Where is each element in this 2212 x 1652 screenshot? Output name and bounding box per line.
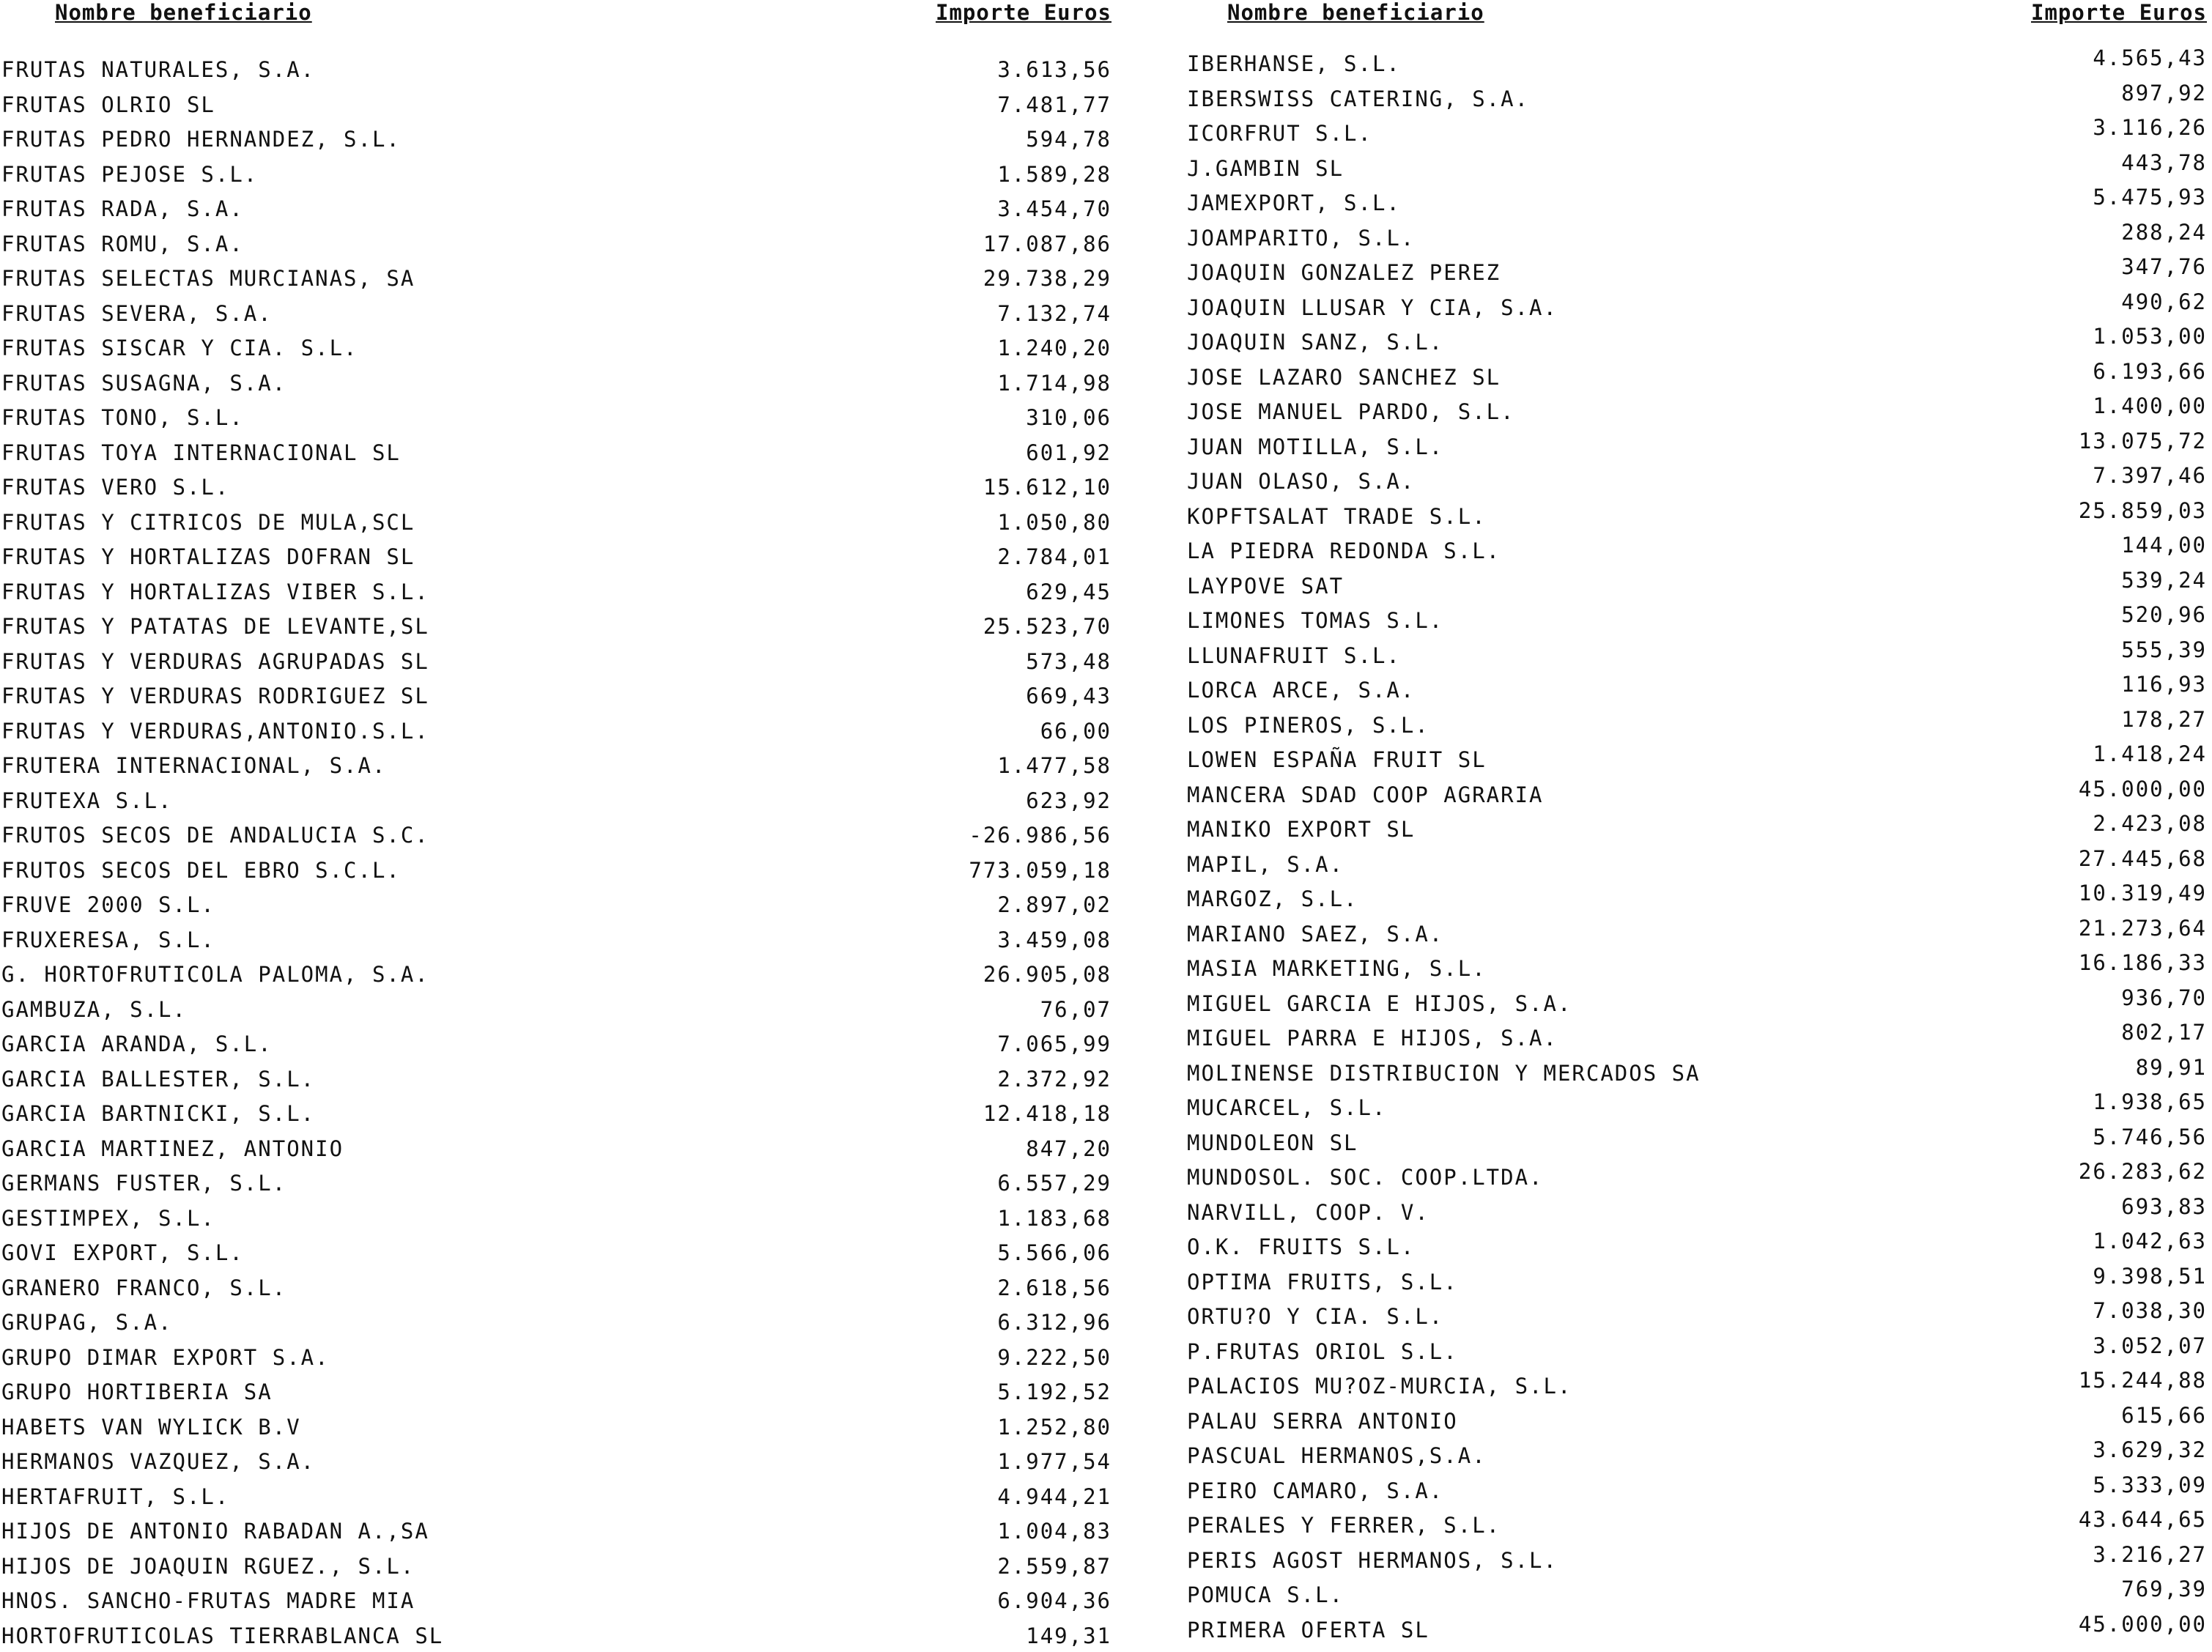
- beneficiary-row: [1187, 1333, 2209, 1368]
- beneficiary-amount: 1.042,63: [2093, 1229, 2207, 1253]
- beneficiary-name: GARCIA MARTINEZ, ANTONIO: [1, 1136, 344, 1161]
- beneficiary-name: PRIMERA OFERTA SL: [1187, 1618, 1429, 1642]
- beneficiary-name: FRUTAS PEJOSE S.L.: [1, 162, 258, 187]
- beneficiary-row: [1187, 846, 2209, 881]
- beneficiary-name: LORCA ARCE, S.A.: [1187, 678, 1415, 703]
- beneficiary-name: GRANERO FRANCO, S.L.: [1, 1275, 286, 1300]
- beneficiary-row: [1187, 45, 2209, 81]
- beneficiary-name: JUAN MOTILLA, S.L.: [1187, 434, 1443, 459]
- beneficiary-name: LAYPOVE SAT: [1187, 574, 1344, 599]
- beneficiary-row: [1187, 220, 2209, 255]
- amount-column-header: Importe Euros: [936, 0, 1111, 25]
- beneficiary-row: [0, 330, 1114, 365]
- beneficiary-amount: 15.612,10: [983, 475, 1111, 500]
- beneficiary-name: PEIRO CAMARO, S.A.: [1187, 1478, 1443, 1503]
- beneficiary-amount: 1.938,65: [2093, 1089, 2207, 1114]
- beneficiary-amount: 25.523,70: [983, 614, 1111, 639]
- name-column-header: Nombre beneficiario: [55, 0, 312, 25]
- beneficiary-amount: 7.038,30: [2093, 1298, 2207, 1323]
- beneficiary-amount: 2.423,08: [2093, 811, 2207, 836]
- beneficiary-name: FRUVE 2000 S.L.: [1, 892, 215, 917]
- beneficiary-amount: 1.418,24: [2093, 741, 2207, 766]
- beneficiary-row: [1187, 359, 2209, 394]
- beneficiary-amount: 3.459,08: [997, 927, 1111, 952]
- beneficiary-row: [1187, 1125, 2209, 1160]
- beneficiary-name: PALACIOS MU?OZ-MURCIA, S.L.: [1187, 1374, 1572, 1399]
- beneficiary-amount: 3.052,07: [2093, 1333, 2207, 1358]
- beneficiary-row: [0, 121, 1114, 156]
- beneficiary-name: HIJOS DE ANTONIO RABADAN A.,SA: [1, 1519, 429, 1544]
- beneficiary-amount: 4.944,21: [997, 1484, 1111, 1509]
- beneficiary-row: [0, 1061, 1114, 1096]
- beneficiary-name: FRUTEXA S.L.: [1, 788, 173, 813]
- beneficiary-name: GRUPAG, S.A.: [1, 1310, 173, 1335]
- beneficiary-amount: 21.273,64: [2079, 916, 2207, 941]
- beneficiary-name: OPTIMA FRUITS, S.L.: [1187, 1270, 1458, 1294]
- beneficiary-name: GERMANS FUSTER, S.L.: [1, 1171, 286, 1196]
- beneficiary-name: GOVI EXPORT, S.L.: [1, 1240, 244, 1265]
- beneficiary-name: LIMONES TOMAS S.L.: [1187, 608, 1443, 633]
- beneficiary-name: FRUTOS SECOS DEL EBRO S.C.L.: [1, 858, 401, 883]
- beneficiary-amount: 1.183,68: [997, 1206, 1111, 1231]
- beneficiary-row: [0, 1478, 1114, 1514]
- right-header-row: [1187, 0, 2209, 29]
- beneficiary-name: MANIKO EXPORT SL: [1187, 817, 1415, 842]
- beneficiary-amount: 773.059,18: [969, 858, 1111, 883]
- beneficiary-amount: 45.000,00: [2079, 777, 2207, 801]
- beneficiary-row: [0, 504, 1114, 539]
- beneficiary-row: [0, 365, 1114, 400]
- beneficiary-amount: 5.192,52: [997, 1379, 1111, 1404]
- beneficiary-amount: 6.904,36: [997, 1588, 1111, 1613]
- beneficiary-amount: 623,92: [1026, 788, 1111, 813]
- beneficiary-amount: 2.784,01: [997, 544, 1111, 569]
- beneficiary-row: [1187, 1298, 2209, 1333]
- beneficiary-row: [0, 190, 1114, 226]
- beneficiary-name: FRUTAS TONO, S.L.: [1, 405, 244, 430]
- beneficiary-name: FRUTAS SISCAR Y CIA. S.L.: [1, 336, 358, 360]
- beneficiary-row: [1187, 393, 2209, 429]
- beneficiary-row: [1187, 707, 2209, 742]
- beneficiary-amount: 45.000,00: [2079, 1612, 2207, 1637]
- beneficiary-amount: 13.075,72: [2079, 429, 2207, 453]
- beneficiary-row: [0, 226, 1114, 261]
- beneficiary-name: PERIS AGOST HERMANOS, S.L.: [1187, 1548, 1558, 1573]
- beneficiary-name: FRUTAS RADA, S.A.: [1, 196, 244, 221]
- beneficiary-amount: 17.087,86: [983, 231, 1111, 256]
- beneficiary-amount: 5.746,56: [2093, 1125, 2207, 1149]
- beneficiary-row: [0, 1095, 1114, 1130]
- beneficiary-amount: 7.397,46: [2093, 463, 2207, 488]
- beneficiary-name: PERALES Y FERRER, S.L.: [1187, 1513, 1501, 1538]
- beneficiary-name: FRUTAS ROMU, S.A.: [1, 231, 244, 256]
- beneficiary-amount: 1.977,54: [997, 1449, 1111, 1474]
- beneficiary-row: [0, 1618, 1114, 1652]
- beneficiary-amount: 26.283,62: [2079, 1159, 2207, 1184]
- beneficiary-name: MUCARCEL, S.L.: [1187, 1095, 1386, 1120]
- beneficiary-amount: 3.613,56: [997, 57, 1111, 82]
- beneficiary-name: FRUTAS Y VERDURAS AGRUPADAS SL: [1, 649, 429, 674]
- beneficiary-amount: 6.193,66: [2093, 359, 2207, 384]
- beneficiary-name: FRUTAS Y HORTALIZAS DOFRAN SL: [1, 544, 415, 569]
- beneficiary-amount: 10.319,49: [2079, 881, 2207, 905]
- beneficiary-amount: 2.372,92: [997, 1067, 1111, 1092]
- beneficiary-amount: 2.559,87: [997, 1554, 1111, 1579]
- beneficiary-row: [0, 817, 1114, 852]
- beneficiary-name: LOS PINEROS, S.L.: [1187, 713, 1429, 738]
- beneficiary-name: HNOS. SANCHO-FRUTAS MADRE MIA: [1, 1588, 415, 1613]
- left-header-row: [0, 0, 1114, 29]
- beneficiary-amount: 26.905,08: [983, 962, 1111, 987]
- beneficiary-name: HERMANOS VAZQUEZ, S.A.: [1, 1449, 315, 1474]
- beneficiary-name: FRUTAS Y PATATAS DE LEVANTE,SL: [1, 614, 429, 639]
- beneficiary-amount: 7.132,74: [997, 301, 1111, 326]
- beneficiary-name: GRUPO DIMAR EXPORT S.A.: [1, 1345, 330, 1370]
- beneficiary-row: [0, 574, 1114, 609]
- beneficiary-amount: 4.565,43: [2093, 45, 2207, 70]
- beneficiary-row: [1187, 602, 2209, 637]
- beneficiary-amount: 1.400,00: [2093, 393, 2207, 418]
- beneficiary-amount: 555,39: [2121, 637, 2207, 662]
- beneficiary-amount: 573,48: [1026, 649, 1111, 674]
- beneficiary-row: [1187, 533, 2209, 568]
- amount-column-header: Importe Euros: [2031, 0, 2207, 25]
- beneficiary-name: GARCIA BALLESTER, S.L.: [1, 1067, 315, 1092]
- beneficiary-amount: 693,83: [2121, 1194, 2207, 1219]
- beneficiary-amount: 25.859,03: [2079, 498, 2207, 523]
- beneficiary-row: [0, 469, 1114, 504]
- beneficiary-amount: 490,62: [2121, 289, 2207, 314]
- beneficiary-name: IBERHANSE, S.L.: [1187, 51, 1401, 76]
- beneficiary-row: [0, 1270, 1114, 1305]
- beneficiary-name: HABETS VAN WYLICK B.V: [1, 1415, 301, 1440]
- beneficiary-amount: 144,00: [2121, 533, 2207, 558]
- beneficiary-row: [1187, 777, 2209, 812]
- beneficiary-amount: 5.475,93: [2093, 185, 2207, 210]
- beneficiary-amount: 669,43: [1026, 684, 1111, 708]
- beneficiary-name: IBERSWISS CATERING, S.A.: [1187, 86, 1529, 111]
- beneficiary-row: [0, 1130, 1114, 1166]
- beneficiary-amount: 601,92: [1026, 440, 1111, 465]
- beneficiary-row: [0, 1409, 1114, 1444]
- beneficiary-row: [1187, 881, 2209, 916]
- beneficiary-row: [1187, 429, 2209, 464]
- beneficiary-amount: 149,31: [1026, 1623, 1111, 1648]
- beneficiary-name: O.K. FRUITS S.L.: [1187, 1234, 1415, 1259]
- beneficiary-row: [0, 1026, 1114, 1061]
- beneficiary-name: PASCUAL HERMANOS,S.A.: [1187, 1443, 1487, 1468]
- beneficiary-row: [1187, 1089, 2209, 1125]
- beneficiary-row: [0, 886, 1114, 922]
- beneficiary-name: NARVILL, COOP. V.: [1187, 1200, 1429, 1225]
- beneficiary-amount: 5.566,06: [997, 1240, 1111, 1265]
- beneficiary-row: [1187, 254, 2209, 289]
- beneficiary-name: FRUTAS SELECTAS MURCIANAS, SA: [1, 266, 415, 291]
- beneficiary-row: [1187, 81, 2209, 116]
- beneficiary-name: JOAQUIN SANZ, S.L.: [1187, 330, 1443, 355]
- beneficiary-name: GRUPO HORTIBERIA SA: [1, 1379, 273, 1404]
- beneficiary-row: [1187, 672, 2209, 707]
- name-column-header: Nombre beneficiario: [1227, 0, 1484, 25]
- beneficiary-name: MIGUEL PARRA E HIJOS, S.A.: [1187, 1026, 1558, 1051]
- beneficiary-row: [1187, 1403, 2209, 1438]
- beneficiary-row: [0, 1339, 1114, 1374]
- beneficiary-row: [1187, 985, 2209, 1021]
- beneficiary-name: FRUTAS Y VERDURAS RODRIGUEZ SL: [1, 684, 429, 708]
- beneficiary-row: [0, 608, 1114, 643]
- beneficiary-amount: 9.222,50: [997, 1345, 1111, 1370]
- beneficiary-row: [0, 1304, 1114, 1339]
- beneficiary-row: [0, 678, 1114, 713]
- beneficiary-name: MUNDOSOL. SOC. COOP.LTDA.: [1187, 1165, 1544, 1190]
- beneficiary-name: FRUTERA INTERNACIONAL, S.A.: [1, 753, 386, 778]
- beneficiary-row: [1187, 1473, 2209, 1508]
- beneficiary-amount: 2.618,56: [997, 1275, 1111, 1300]
- beneficiary-name: MASIA MARKETING, S.L.: [1187, 956, 1487, 981]
- beneficiary-row: [1187, 1264, 2209, 1299]
- beneficiary-amount: 847,20: [1026, 1136, 1111, 1161]
- beneficiary-amount: 7.481,77: [997, 92, 1111, 117]
- beneficiary-name: KOPFTSALAT TRADE S.L.: [1187, 504, 1487, 529]
- beneficiary-row: [0, 991, 1114, 1026]
- beneficiary-amount: 43.644,65: [2079, 1507, 2207, 1532]
- beneficiary-name: HERTAFRUIT, S.L.: [1, 1484, 229, 1509]
- beneficiary-row: [0, 295, 1114, 330]
- beneficiary-amount: 178,27: [2121, 707, 2207, 732]
- beneficiary-name: FRUTAS Y CITRICOS DE MULA,SCL: [1, 510, 415, 535]
- beneficiary-name: JOSE MANUEL PARDO, S.L.: [1187, 399, 1515, 424]
- beneficiary-amount: 27.445,68: [2079, 846, 2207, 871]
- beneficiary-name: FRUTAS PEDRO HERNANDEZ, S.L.: [1, 127, 401, 152]
- beneficiary-name: FRUXERESA, S.L.: [1, 927, 215, 952]
- beneficiary-name: FRUTAS Y HORTALIZAS VIBER S.L.: [1, 579, 429, 604]
- beneficiary-row: [0, 1548, 1114, 1583]
- beneficiary-amount: 629,45: [1026, 579, 1111, 604]
- beneficiary-name: GARCIA BARTNICKI, S.L.: [1, 1101, 315, 1126]
- beneficiary-name: G. HORTOFRUTICOLA PALOMA, S.A.: [1, 962, 429, 987]
- beneficiary-amount: 1.714,98: [997, 371, 1111, 396]
- beneficiary-row: [1187, 185, 2209, 220]
- beneficiary-amount: 897,92: [2121, 81, 2207, 105]
- beneficiary-amount: 1.252,80: [997, 1415, 1111, 1440]
- beneficiary-row: [0, 1582, 1114, 1618]
- beneficiary-name: JOAQUIN LLUSAR Y CIA, S.A.: [1187, 295, 1558, 320]
- beneficiary-row: [1187, 916, 2209, 951]
- beneficiary-row: [1187, 741, 2209, 777]
- beneficiary-amount: 29.738,29: [983, 266, 1111, 291]
- beneficiary-row: [1187, 324, 2209, 359]
- beneficiary-name: LOWEN ESPAÑA FRUIT SL: [1187, 747, 1487, 772]
- beneficiary-row: [1187, 1542, 2209, 1577]
- beneficiary-name: P.FRUTAS ORIOL S.L.: [1187, 1339, 1458, 1364]
- beneficiary-row: [1187, 950, 2209, 985]
- beneficiary-name: FRUTAS NATURALES, S.A.: [1, 57, 315, 82]
- beneficiary-amount: 3.454,70: [997, 196, 1111, 221]
- beneficiary-name: JOAQUIN GONZALEZ PEREZ: [1187, 260, 1501, 285]
- beneficiary-row: [1187, 1159, 2209, 1194]
- beneficiary-row: [1187, 1194, 2209, 1229]
- beneficiary-name: ICORFRUT S.L.: [1187, 121, 1372, 146]
- beneficiary-row: [1187, 1577, 2209, 1612]
- beneficiary-name: FRUTOS SECOS DE ANDALUCIA S.C.: [1, 823, 429, 848]
- beneficiary-name: MAPIL, S.A.: [1187, 852, 1344, 877]
- beneficiary-amount: 12.418,18: [983, 1101, 1111, 1126]
- beneficiary-row: [1187, 1229, 2209, 1264]
- beneficiary-row: [0, 922, 1114, 957]
- beneficiary-row: [0, 1443, 1114, 1478]
- right-column: [1187, 0, 2209, 1646]
- beneficiary-row: [0, 713, 1114, 748]
- beneficiary-row: [1187, 463, 2209, 498]
- beneficiary-amount: 1.240,20: [997, 336, 1111, 360]
- beneficiary-row: [1187, 637, 2209, 673]
- beneficiary-amount: 16.186,33: [2079, 950, 2207, 975]
- beneficiary-name: HIJOS DE JOAQUIN RGUEZ., S.L.: [1, 1554, 415, 1579]
- beneficiary-amount: 443,78: [2121, 150, 2207, 175]
- beneficiary-row: [0, 156, 1114, 191]
- beneficiary-amount: 2.897,02: [997, 892, 1111, 917]
- beneficiary-amount: 6.312,96: [997, 1310, 1111, 1335]
- beneficiary-row: [0, 86, 1114, 122]
- beneficiary-amount: 6.557,29: [997, 1171, 1111, 1196]
- beneficiary-row: [0, 51, 1114, 86]
- beneficiary-name: JUAN OLASO, S.A.: [1187, 469, 1415, 494]
- beneficiary-row: [1187, 1507, 2209, 1542]
- beneficiary-name: MOLINENSE DISTRIBUCION Y MERCADOS SA: [1187, 1061, 1701, 1086]
- beneficiary-amount: 936,70: [2121, 985, 2207, 1010]
- beneficiary-amount: 3.216,27: [2093, 1542, 2207, 1567]
- beneficiary-amount: 66,00: [1040, 719, 1111, 744]
- beneficiary-row: [1187, 568, 2209, 603]
- beneficiary-name: GARCIA ARANDA, S.L.: [1, 1031, 273, 1056]
- beneficiary-row: [0, 956, 1114, 991]
- beneficiary-amount: 15.244,88: [2079, 1368, 2207, 1393]
- beneficiary-amount: 310,06: [1026, 405, 1111, 430]
- beneficiary-row: [0, 538, 1114, 574]
- beneficiary-row: [1187, 498, 2209, 533]
- beneficiary-amount: 347,76: [2121, 254, 2207, 279]
- beneficiary-name: FRUTAS VERO S.L.: [1, 475, 229, 500]
- beneficiary-amount: 288,24: [2121, 220, 2207, 245]
- beneficiary-row: [1187, 115, 2209, 150]
- beneficiary-amount: 116,93: [2121, 672, 2207, 697]
- beneficiary-amount: 76,07: [1040, 997, 1111, 1022]
- beneficiary-name: JOAMPARITO, S.L.: [1187, 226, 1415, 251]
- beneficiary-amount: 7.065,99: [997, 1031, 1111, 1056]
- beneficiary-amount: 9.398,51: [2093, 1264, 2207, 1289]
- beneficiary-row: [0, 1200, 1114, 1235]
- beneficiary-row: [0, 434, 1114, 470]
- beneficiary-amount: 520,96: [2121, 602, 2207, 627]
- beneficiary-row: [0, 1165, 1114, 1200]
- beneficiary-row: [0, 643, 1114, 678]
- beneficiary-name: MUNDOLEON SL: [1187, 1130, 1358, 1155]
- right-beneficiary-list: [1187, 45, 2209, 1646]
- beneficiary-name: PALAU SERRA ANTONIO: [1187, 1409, 1458, 1434]
- beneficiary-row: [1187, 289, 2209, 325]
- beneficiary-amount: 3.629,32: [2093, 1437, 2207, 1462]
- beneficiary-row: [0, 260, 1114, 295]
- left-beneficiary-list: [0, 51, 1114, 1652]
- beneficiary-amount: 1.004,83: [997, 1519, 1111, 1544]
- beneficiary-name: FRUTAS SEVERA, S.A.: [1, 301, 273, 326]
- beneficiary-amount: 3.116,26: [2093, 115, 2207, 140]
- beneficiary-amount: 594,78: [1026, 127, 1111, 152]
- beneficiary-name: FRUTAS Y VERDURAS,ANTONIO.S.L.: [1, 719, 429, 744]
- beneficiary-row: [1187, 811, 2209, 846]
- beneficiary-name: LLUNAFRUIT S.L.: [1187, 643, 1401, 668]
- beneficiary-name: JAMEXPORT, S.L.: [1187, 190, 1401, 215]
- beneficiary-name: GAMBUZA, S.L.: [1, 997, 187, 1022]
- beneficiary-row: [1187, 150, 2209, 185]
- beneficiary-name: HORTOFRUTICOLAS TIERRABLANCA SL: [1, 1623, 443, 1648]
- beneficiary-amount: 539,24: [2121, 568, 2207, 593]
- beneficiary-name: MIGUEL GARCIA E HIJOS, S.A.: [1187, 991, 1572, 1016]
- beneficiary-row: [0, 852, 1114, 887]
- beneficiary-name: LA PIEDRA REDONDA S.L.: [1187, 538, 1501, 563]
- beneficiary-name: FRUTAS SUSAGNA, S.A.: [1, 371, 286, 396]
- beneficiary-row: [1187, 1437, 2209, 1473]
- beneficiary-row: [1187, 1020, 2209, 1055]
- beneficiary-row: [0, 782, 1114, 818]
- beneficiary-amount: 5.333,09: [2093, 1473, 2207, 1497]
- beneficiary-row: [1187, 1055, 2209, 1090]
- beneficiary-row: [1187, 1368, 2209, 1403]
- beneficiary-row: [1187, 1612, 2209, 1647]
- beneficiary-amount: 89,91: [2136, 1055, 2207, 1080]
- beneficiary-name: MARGOZ, S.L.: [1187, 886, 1358, 911]
- beneficiary-row: [0, 399, 1114, 434]
- beneficiary-name: FRUTAS TOYA INTERNACIONAL SL: [1, 440, 401, 465]
- beneficiary-amount: 769,39: [2121, 1577, 2207, 1601]
- beneficiary-name: GESTIMPEX, S.L.: [1, 1206, 215, 1231]
- beneficiary-row: [0, 1234, 1114, 1270]
- beneficiary-name: MANCERA SDAD COOP AGRARIA: [1187, 782, 1544, 807]
- beneficiary-name: JOSE LAZARO SANCHEZ SL: [1187, 365, 1501, 390]
- beneficiary-row: [0, 1374, 1114, 1409]
- beneficiary-row: [0, 747, 1114, 782]
- beneficiary-amount: 1.589,28: [997, 162, 1111, 187]
- beneficiary-name: ORTU?O Y CIA. S.L.: [1187, 1304, 1443, 1329]
- beneficiary-name: MARIANO SAEZ, S.A.: [1187, 922, 1443, 947]
- beneficiary-amount: 1.477,58: [997, 753, 1111, 778]
- beneficiary-amount: 802,17: [2121, 1020, 2207, 1045]
- beneficiary-amount: 1.050,80: [997, 510, 1111, 535]
- beneficiary-row: [0, 1513, 1114, 1548]
- beneficiary-amount: 615,66: [2121, 1403, 2207, 1428]
- beneficiary-name: POMUCA S.L.: [1187, 1582, 1344, 1607]
- beneficiary-name: J.GAMBIN SL: [1187, 156, 1344, 181]
- beneficiary-amount: 1.053,00: [2093, 324, 2207, 349]
- beneficiary-amount: -26.986,56: [969, 823, 1111, 848]
- beneficiary-name: FRUTAS OLRIO SL: [1, 92, 215, 117]
